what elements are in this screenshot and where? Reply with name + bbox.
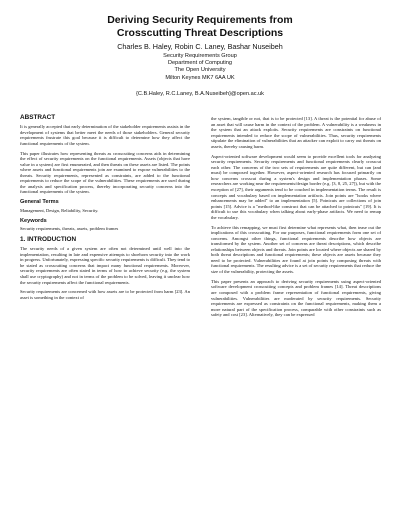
- right-column: [211, 116, 381, 514]
- introduction-paragraph: The security needs of a given system are often not determined until well into the implementation, resulting in late and expensive attempts to shoehorn security into the work in progress. Unfortunately, expressing specific security requirements is difficult. They tend to be stated as crosscutting concerns that impact many functional requirements. Moreover, security requirements are often stated in terms of how to achieve security (e.g. the system shall use cryptography) and not in terms of the problem to be solved, leaving it unclear how the security requirements affect the functional requirements.: [20, 246, 190, 285]
- affiliation-block: [20, 53, 380, 82]
- introduction-heading: 1. INTRODUCTION: [20, 236, 77, 244]
- affiliation-line: Security Requirements Group: [163, 53, 237, 59]
- author-list: [20, 42, 380, 51]
- body-paragraph: the system, tangible or not, that is to be protected [13]. A threat is the potential for abuse of an asset that will cause harm in the context of the problem. A vulnerability is a weakness in the system that an attack exploits. Security requirements are constraints on functional requirements intended to reduce the scope of vulnerabilities. Thus, security requirements stipulate the elimination of vulnerabilities that an attacker can exploit to carry out threats on assets, thereby causing harm.: [211, 116, 381, 149]
- keywords-text: Security requirements, threats, assets, problem frames: [20, 226, 119, 232]
- body-paragraph: To achieve this remapping, we must first determine what represents what, then tease out the implications of this crosscutting. For our purposes, functional requirements form one set of concerns. Amongst other things, functional requirements describe how objects are transformed by the system. Another set of concerns are threat descriptions, which describe relationships between objects and threats. Join points are located where objects are shared by both threat descriptions and functional requirements; these objects are assets because they need to be protected. Vulnerabilities are found at join points by composing threats with functional requirements. The resulting advice is a set of security requirements that reduce the size of the vulnerability, protecting the assets.: [211, 224, 381, 274]
- general-terms-text: Management, Design, Reliability, Security.: [20, 207, 99, 213]
- title-line-1: Deriving Security Requirements from: [107, 14, 293, 26]
- affiliation-line: Milton Keynes MK7 6AA UK: [165, 74, 235, 81]
- affiliation-line: Department of Computing: [167, 60, 233, 67]
- abstract-paragraph: It is generally accepted that early determination of the stakeholder requirements assists in the development of systems that better meet the needs of those stakeholders. General security requirements frustrate this goal because it is difficult to determine how they affect the functional requirements of the system.: [20, 124, 190, 146]
- title-line-2: Crosscutting Threat Descriptions: [116, 27, 284, 39]
- body-paragraph: Aspect-oriented software development would seem to provide excellent tools for analyzing security requirements. Security requirements and functional requirements clearly crosscut each other. The concerns of the two sets of requirements are quite different, but can (and must) be composed together. However, aspect-oriented research has focused primarily on how concerns crosscut during a system's design and implementation phases. Some researchers are working near the requirements/design border (e.g. [3, 8, 25, 27]), but with the exception of [27], their arguments tend to be couched in implementation terms. The result is concepts and vocabulary based on implementation artifacts. Join points are "hooks where enhancements may be added" to an implementation [5]. Pointcuts are collections of join points [15]. Advice is a "method-like construct that can be attached to pointcuts" [19]. It is difficult to use this vocabulary when talking about early-phase artifacts. We need to remap the vocabulary.: [211, 153, 381, 220]
- keywords-heading: Keywords: [20, 217, 47, 224]
- introduction-paragraph: Security requirements are concerned with how assets are to be protected from harm [23]. An asset is something in the context of: [20, 289, 190, 300]
- author-emails: {C.B.Haley, R.C.Laney, B.A.Nuseibeh}@open.ac.uk: [136, 91, 264, 97]
- affiliation-line: The Open University: [174, 67, 226, 74]
- paper-title: [20, 14, 380, 40]
- authors-text: Charles B. Haley, Robin C. Laney, Bashar Nuseibeh: [117, 42, 283, 51]
- abstract-paragraph: This paper illustrates how representing threats as crosscutting concerns aids in determining the effect of security requirements on the functional requirements. Assets (objects that have value in a system) are first enumerated, and then threats on these assets are listed. The points where assets and functional requirements join are examined to expose vulnerabilities to the threats. Security requirements, represented as constraints, are added to the functional requirements to reduce the scope of the vulnerabilities. These requirements are used during the analysis and specification process, thereby incorporating security concerns into the functional requirements of the system.: [20, 150, 190, 195]
- abstract-heading: ABSTRACT: [20, 114, 56, 121]
- general-terms-heading: General Terms: [20, 199, 59, 206]
- left-column: [20, 112, 190, 514]
- body-paragraph: This paper presents an approach to deriving security requirements using aspect-oriented software development crosscutting concepts and problem frames [14]. Threat descriptions are composed with a problem frame representation of functional requirements, giving vulnerabilities. Vulnerabilities are moderated by security requirements. Security requirements are expressed as constraints on the functional requirements, making them a more natural part of the specification process, comparable with other constraints such as safety and cost [23]. Alternatively, they can be expressed: [211, 278, 381, 318]
